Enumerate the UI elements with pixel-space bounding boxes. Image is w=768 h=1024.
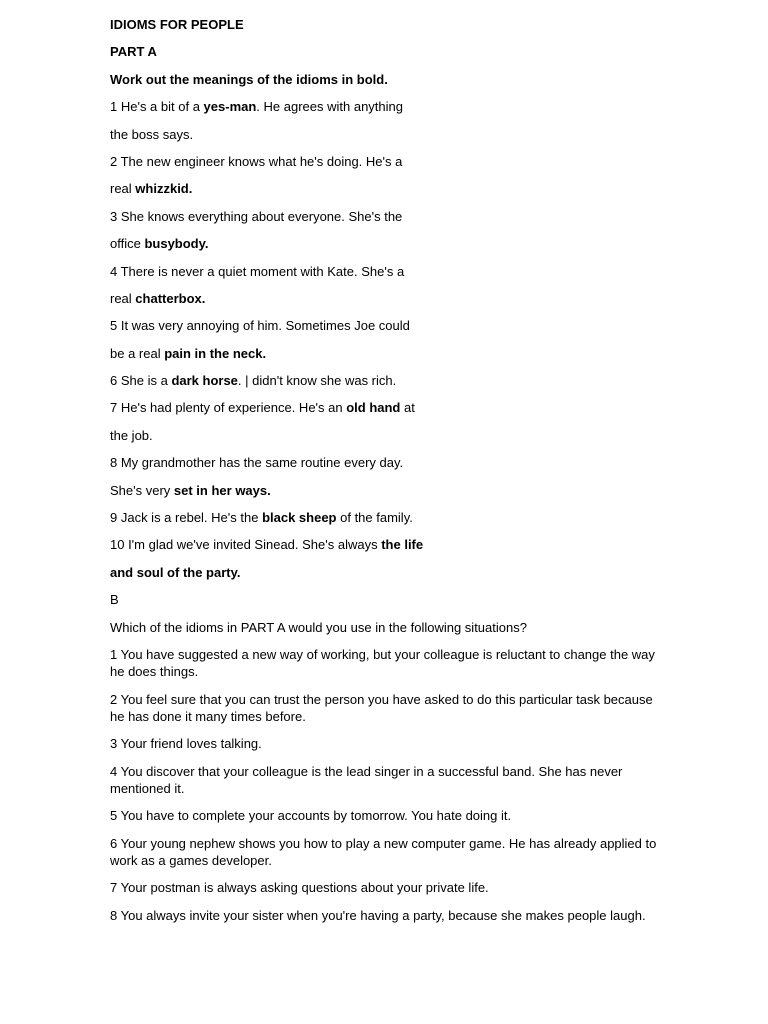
- part-a-line: 8 My grandmother has the same routine every day.: [110, 455, 404, 471]
- part-a-line: She's very set in her ways.: [110, 482, 271, 498]
- part-a-heading: PART A: [110, 44, 157, 60]
- part-a-line: 9 Jack is a rebel. He's the black sheep of the family.: [110, 510, 413, 526]
- part-a-line: and soul of the party.: [110, 564, 241, 580]
- part-a-instruction: Work out the meanings of the idioms in bold.: [110, 71, 388, 87]
- part-a-line: 4 There is never a quiet moment with Kate. She's a: [110, 263, 405, 279]
- part-a-line: real whizzkid.: [110, 181, 193, 197]
- part-b-item: 7 Your postman is always asking questions about your private life.: [110, 880, 489, 896]
- part-b-item: 1 You have suggested a new way of working, but your colleague is reluctant to change the way he does things.: [110, 647, 655, 680]
- part-a-line: 1 He's a bit of a yes-man. He agrees with anything: [110, 99, 403, 115]
- part-b-heading: B: [110, 592, 119, 608]
- part-b-item: 8 You always invite your sister when you're having a party, because she makes people laugh.: [110, 907, 646, 923]
- part-b-item: 4 You discover that your colleague is the lead singer in a successful band. She has never mentioned it.: [110, 763, 623, 796]
- part-a-line: 7 He's had plenty of experience. He's an old hand at: [110, 400, 415, 416]
- document-page: [110, 16, 670, 934]
- part-b-item: 3 Your friend loves talking.: [110, 736, 262, 752]
- part-a-line: be a real pain in the neck.: [110, 345, 267, 361]
- part-a-line: 3 She knows everything about everyone. She's the: [110, 208, 403, 224]
- part-a-line: real chatterbox.: [110, 290, 206, 306]
- part-a-line: the boss says.: [110, 126, 194, 142]
- part-a-lines: [110, 98, 670, 581]
- part-a-line: 2 The new engineer knows what he's doing. He's a: [110, 153, 403, 169]
- part-a-line: 5 It was very annoying of him. Sometimes Joe could: [110, 318, 410, 334]
- part-a-line: the job.: [110, 427, 153, 443]
- part-b-item: 2 You feel sure that you can trust the person you have asked to do this particular task because he has done it many times before.: [110, 691, 653, 724]
- part-b-section: [110, 591, 670, 924]
- part-a-line: 6 She is a dark horse. | didn't know she was rich.: [110, 373, 397, 389]
- part-a-line: office busybody.: [110, 236, 209, 252]
- part-b-item: 6 Your young nephew shows you how to play a new computer game. He has already applied to work as a games developer.: [110, 835, 657, 868]
- part-a-line: 10 I'm glad we've invited Sinead. She's always the life: [110, 537, 424, 553]
- part-b-item: 5 You have to complete your accounts by tomorrow. You hate doing it.: [110, 808, 512, 824]
- page-title: IDIOMS FOR PEOPLE: [110, 17, 244, 32]
- part-b-instruction: Which of the idioms in PART A would you use in the following situations?: [110, 619, 527, 635]
